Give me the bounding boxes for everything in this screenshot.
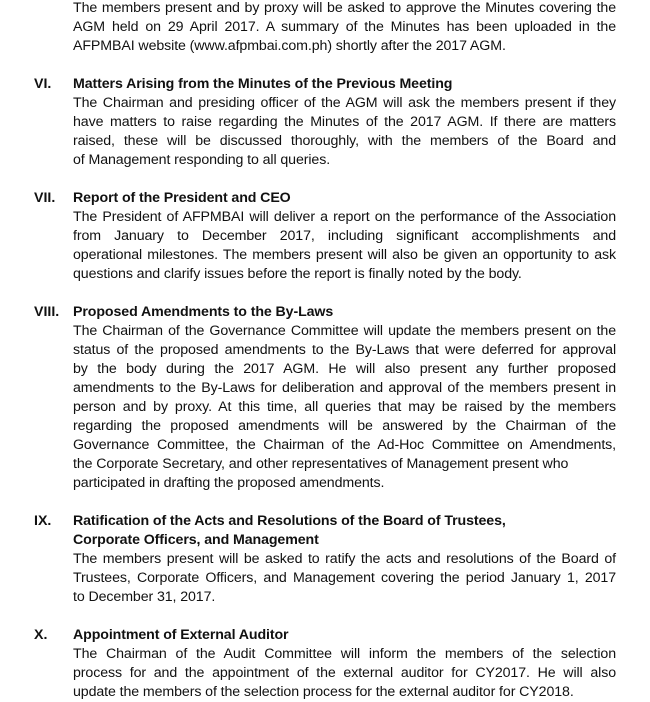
section-numeral: IX. bbox=[34, 513, 52, 529]
section-body: The members present will be asked to ratify the acts and resolutions of the Board of Trustees, Corporate Officers, and Management covering the period January 1, 2017 to December 31, 2017. bbox=[73, 551, 616, 605]
section-heading: Proposed Amendments to the By-Laws bbox=[73, 304, 334, 320]
section-heading: Report of the President and CEO bbox=[73, 190, 291, 206]
section-body: The Chairman of the Audit Committee will inform the members of the selection process for and the appointment of the external auditor for CY2017. He will also update the members of the selection process for the external auditor for CY2018. bbox=[73, 646, 616, 700]
section-numeral: VII. bbox=[34, 190, 56, 206]
section-heading: Ratification of the Acts and Resolutions of the Board of Trustees, Corporate Officers, and Management bbox=[73, 513, 506, 548]
agenda-section-viii bbox=[0, 303, 650, 493]
section-heading: Appointment of External Auditor bbox=[73, 627, 289, 643]
section-body: The Chairman and presiding officer of the AGM will ask the members present if they have matters to raise regarding the Minutes of the 2017 AGM. If there are matters raised, these will be discussed thoroughly, with the members of the Board and of Management responding to all queries. bbox=[73, 95, 616, 168]
intro-line: AFPMBAI website (www.afpmbai.com.ph) shortly after the 2017 AGM. bbox=[73, 38, 506, 54]
agenda-section-ix bbox=[0, 512, 650, 607]
section-numeral: VIII. bbox=[34, 304, 60, 320]
intro-paragraph bbox=[73, 0, 616, 56]
section-body: The Chairman of the Governance Committee will update the members present on the status of the proposed amendments to the By-Laws that were deferred for approval by the body during the 2017 AGM. He will also present any further proposed amendments to the By-Laws for deliberation and approval of the members present in person and by proxy. At this time, all queries that may be raised by the members regarding the proposed amendments will be answered by the Chairman of the Governance Committee, the Chairman of the Ad-Hoc Committee on Amendments, the Corporate Secretary, and other representatives of Management present who participated in drafting the proposed amendments. bbox=[73, 323, 616, 491]
agenda-section-x bbox=[0, 626, 650, 702]
agenda-section-vii bbox=[0, 189, 650, 284]
section-heading: Matters Arising from the Minutes of the Previous Meeting bbox=[73, 76, 453, 92]
section-body: The President of AFPMBAI will deliver a report on the performance of the Association from January to December 2017, including significant accomplishments and operational milestones. The members present will also be given an opportunity to ask questions and clarify issues before the report is finally noted by the body. bbox=[73, 209, 616, 282]
section-numeral: X. bbox=[34, 627, 48, 643]
intro-line: The members present and by proxy will be asked to approve the Minutes covering the bbox=[73, 0, 616, 16]
intro-line: AGM held on 29 April 2017. A summary of the Minutes has been uploaded in the bbox=[73, 19, 616, 35]
section-numeral: VI. bbox=[34, 76, 52, 92]
agenda-section-vi bbox=[0, 75, 650, 170]
